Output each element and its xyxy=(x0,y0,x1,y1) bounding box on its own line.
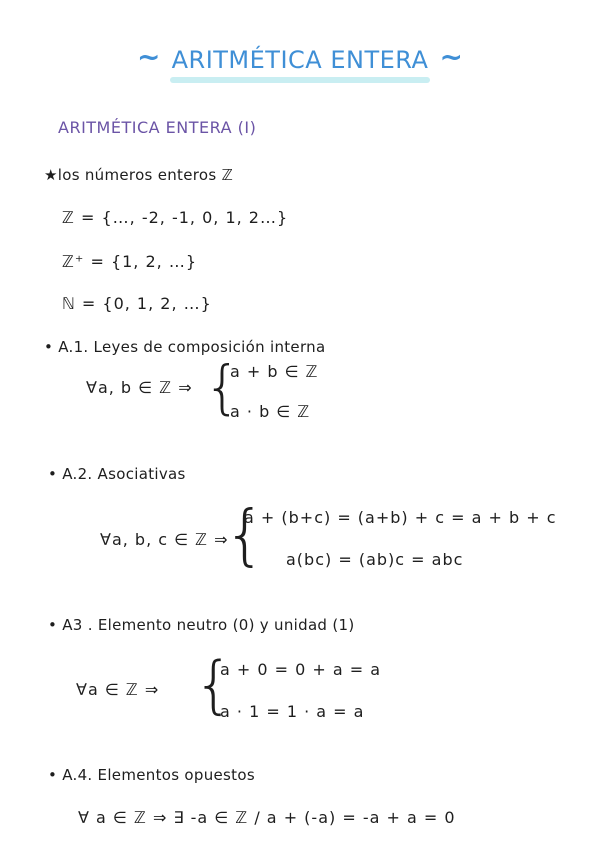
a4-formula: ∀ a ∈ ℤ ⇒ ∃ -a ∈ ℤ / a + (-a) = -a + a = 0 xyxy=(78,808,456,827)
a1-brace: { xyxy=(204,353,241,421)
a2-heading: • A.2. Asociativas xyxy=(48,465,186,483)
set-z-line: ℤ = {…, -2, -1, 0, 1, 2…} xyxy=(62,208,289,227)
a3-heading: • A3 . Elemento neutro (0) y unidad (1) xyxy=(48,616,355,634)
set-n-line: ℕ = {0, 1, 2, …} xyxy=(62,294,212,313)
set-zplus-line: ℤ⁺ = {1, 2, …} xyxy=(62,252,197,271)
a3-lhs: ∀a ∈ ℤ ⇒ xyxy=(76,680,160,699)
a2-case-sum: a + (b+c) = (a+b) + c = a + b + c xyxy=(244,508,557,527)
section-subtitle: ARITMÉTICA ENTERA (I) xyxy=(58,118,257,137)
a3-case-sum: a + 0 = 0 + a = a xyxy=(220,660,382,679)
a2-lhs: ∀a, b, c ∈ ℤ ⇒ xyxy=(100,530,229,549)
title-tilde-right: ~ xyxy=(439,40,463,73)
main-title: ARITMÉTICA ENTERA xyxy=(166,46,435,77)
a1-case-sum: a + b ∈ ℤ xyxy=(230,362,319,381)
a2-brace: { xyxy=(224,496,266,573)
title-tilde-left: ~ xyxy=(137,40,161,73)
a1-heading: • A.1. Leyes de composición interna xyxy=(44,338,326,356)
a1-case-product: a · b ∈ ℤ xyxy=(230,402,311,421)
page-title xyxy=(0,40,600,74)
intro-heading: ★los números enteros ℤ xyxy=(44,166,234,184)
a2-case-product: a(bc) = (ab)c = abc xyxy=(286,550,464,569)
a3-brace: { xyxy=(194,648,234,721)
a4-heading: • A.4. Elementos opuestos xyxy=(48,766,255,784)
a1-lhs: ∀a, b ∈ ℤ ⇒ xyxy=(86,378,193,397)
a3-case-product: a · 1 = 1 · a = a xyxy=(220,702,365,721)
